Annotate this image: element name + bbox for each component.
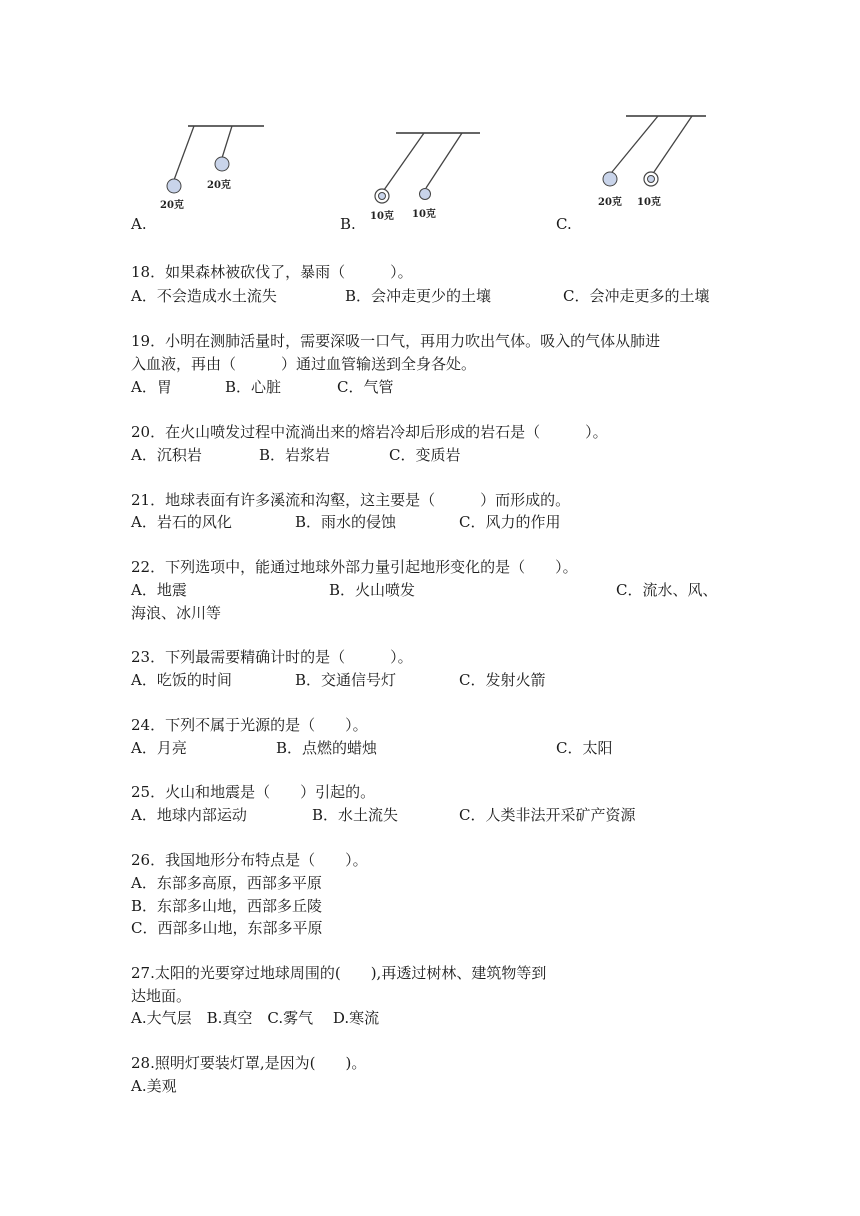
question-27-stem-line-1: 27.太阳的光要穿过地球周围的( ),再透过树林、建筑物等到 xyxy=(131,964,547,982)
question-19-stem-line-2: 入血液，再由（ ）通过血管输送到全身各处。 xyxy=(131,355,477,373)
question-25-option-b: B．水土流失 xyxy=(312,806,399,824)
question-19-option-c: C．气管 xyxy=(337,378,394,396)
question-23-option-a: A．吃饭的时间 xyxy=(131,671,232,689)
question-25-stem: 25．火山和地震是（ ）引起的。 xyxy=(131,783,376,801)
figure-c-mass-right: 10克 xyxy=(637,197,661,208)
question-27-options: A.大气层 B.真空 C.雾气 D.寒流 xyxy=(131,1009,380,1027)
question-26-option-a: A．东部多高原，西部多平原 xyxy=(131,874,322,892)
question-19-stem-line-1: 19．小明在测肺活量时，需要深吸一口气，再用力吹出气体。吸入的气体从肺进 xyxy=(131,332,661,350)
question-22-option-c-continued: 海浪、冰川等 xyxy=(131,604,222,622)
question-22-stem: 22．下列选项中，能通过地球外部力量引起地形变化的是（ ）。 xyxy=(131,558,578,576)
question-18-stem: 18．如果森林被砍伐了，暴雨（ ）。 xyxy=(131,263,413,281)
question-20-stem: 20．在火山喷发过程中流淌出来的熔岩冷却后形成的岩石是（ ）。 xyxy=(131,423,608,441)
question-26-stem: 26．我国地形分布特点是（ ）。 xyxy=(131,851,368,869)
figure-a-mass-right: 20克 xyxy=(207,180,231,191)
question-21-option-c: C．风力的作用 xyxy=(459,513,561,531)
question-20-option-c: C．变质岩 xyxy=(389,446,461,464)
figure-option-b: B. xyxy=(340,215,356,233)
question-19-option-a: A．胃 xyxy=(131,378,172,396)
question-23-stem: 23．下列最需要精确计时的是（ ）。 xyxy=(131,648,413,666)
question-21-option-a: A．岩石的风化 xyxy=(131,513,232,531)
question-19-option-b: B．心脏 xyxy=(225,378,282,396)
pendulum-figure-b xyxy=(366,128,486,208)
question-22-option-a: A．地震 xyxy=(131,581,187,599)
question-25-option-a: A．地球内部运动 xyxy=(131,806,247,824)
question-24-stem: 24．下列不属于光源的是（ ）。 xyxy=(131,716,368,734)
question-22-option-c: C．流水、风、 xyxy=(616,581,718,599)
figure-c-mass-left: 20克 xyxy=(598,197,622,208)
question-24-option-c: C．太阳 xyxy=(556,739,613,757)
question-21-option-b: B．雨水的侵蚀 xyxy=(295,513,397,531)
figure-option-c: C. xyxy=(556,215,572,233)
figure-option-a: A. xyxy=(131,215,147,233)
figure-a-mass-left: 20克 xyxy=(160,200,184,211)
question-20-option-a: A．沉积岩 xyxy=(131,446,202,464)
question-18-option-a: A．不会造成水土流失 xyxy=(131,287,277,305)
question-25-option-c: C．人类非法开采矿产资源 xyxy=(459,806,636,824)
question-20-option-b: B．岩浆岩 xyxy=(259,446,331,464)
question-24-option-b: B．点燃的蜡烛 xyxy=(276,739,378,757)
question-18-option-c: C．会冲走更多的土壤 xyxy=(563,287,710,305)
question-27-stem-line-2: 达地面。 xyxy=(131,987,192,1005)
figure-b-mass-left: 10克 xyxy=(370,211,394,222)
question-23-option-c: C．发射火箭 xyxy=(459,671,546,689)
question-26-option-b: B．东部多山地，西部多丘陵 xyxy=(131,897,323,915)
question-18-option-b: B．会冲走更少的土壤 xyxy=(345,287,492,305)
question-26-option-c: C．西部多山地，东部多平原 xyxy=(131,919,323,937)
question-28-option-a: A.美观 xyxy=(131,1077,177,1095)
question-23-option-b: B．交通信号灯 xyxy=(295,671,397,689)
question-24-option-a: A．月亮 xyxy=(131,739,187,757)
question-28-stem: 28.照明灯要装灯罩,是因为( )。 xyxy=(131,1054,367,1072)
figure-b-mass-right: 10克 xyxy=(412,209,436,220)
pendulum-figure-c xyxy=(596,110,716,200)
question-22-option-b: B．火山喷发 xyxy=(329,581,416,599)
question-21-stem: 21．地球表面有许多溪流和沟壑，这主要是（ ）而形成的。 xyxy=(131,491,571,509)
